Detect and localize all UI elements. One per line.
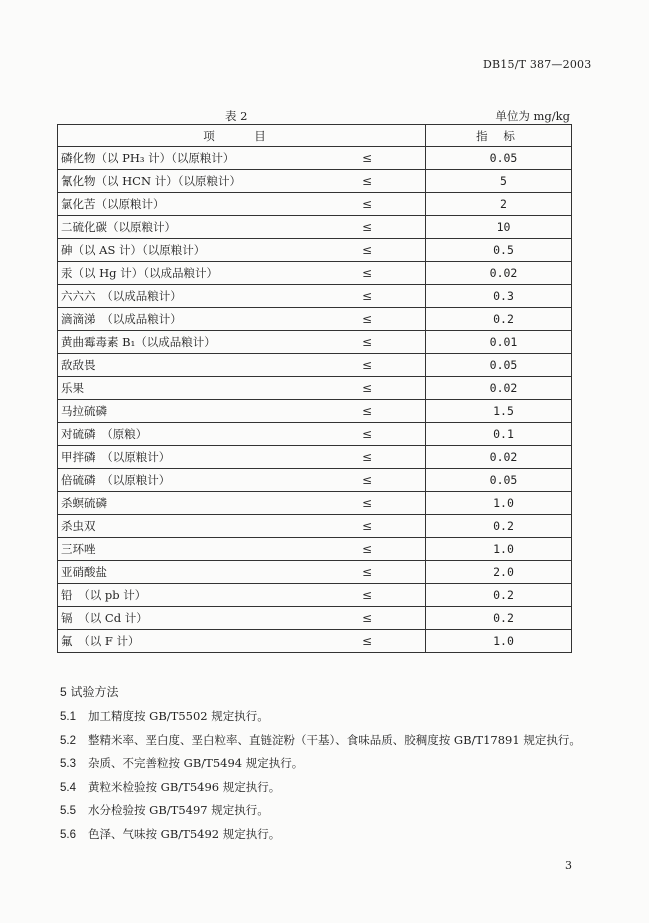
- item-label: 三环唑: [61, 542, 96, 556]
- limit-value: 0.5: [426, 239, 572, 262]
- limit-value: 0.02: [426, 446, 572, 469]
- less-equal-symbol: ≤: [362, 312, 373, 326]
- header-limit: 指 标: [426, 125, 572, 147]
- table-row: [58, 469, 572, 492]
- clause-list: [60, 708, 620, 850]
- table-row: [58, 285, 572, 308]
- less-equal-symbol: ≤: [362, 197, 373, 211]
- less-equal-symbol: ≤: [362, 473, 373, 487]
- clause-number: 5.4: [60, 781, 76, 794]
- less-equal-symbol: ≤: [362, 496, 373, 510]
- clause-item: [60, 732, 620, 756]
- item-label: 镉 （以 Cd 计）: [61, 611, 148, 625]
- item-cell: [58, 400, 426, 423]
- limit-value: 0.2: [426, 308, 572, 331]
- clause-item: [60, 802, 620, 826]
- table-row: [58, 170, 572, 193]
- limit-value: 0.3: [426, 285, 572, 308]
- clause-number: 5.3: [60, 758, 76, 771]
- section-heading: [60, 683, 119, 700]
- clause-number: 5.5: [60, 805, 76, 818]
- table-row: [58, 561, 572, 584]
- item-label: 马拉硫磷: [61, 404, 107, 418]
- item-label: 砷（以 AS 计）（以原粮计）: [61, 243, 206, 257]
- limit-value: 0.05: [426, 147, 572, 170]
- item-cell: [58, 515, 426, 538]
- table-title: 表 2: [225, 109, 248, 123]
- table-row: [58, 584, 572, 607]
- item-label: 氟 （以 F 计）: [61, 634, 140, 648]
- less-equal-symbol: ≤: [362, 174, 373, 188]
- item-label: 乐果: [61, 381, 84, 395]
- less-equal-symbol: ≤: [362, 220, 373, 234]
- clause-item: [60, 755, 620, 779]
- clause-text: 水分检验按 GB/T5497 规定执行。: [88, 803, 269, 818]
- item-label: 二硫化碳（以原粮计）: [61, 220, 176, 234]
- table-caption: [57, 108, 570, 124]
- item-cell: [58, 446, 426, 469]
- item-cell: [58, 377, 426, 400]
- limit-value: 1.0: [426, 538, 572, 561]
- limit-value: 10: [426, 216, 572, 239]
- clause-text: 加工精度按 GB/T5502 规定执行。: [88, 709, 269, 723]
- limit-value: 2: [426, 193, 572, 216]
- less-equal-symbol: ≤: [362, 519, 373, 533]
- header-item: 项 目: [58, 125, 426, 147]
- limit-value: 0.02: [426, 377, 572, 400]
- less-equal-symbol: ≤: [362, 611, 373, 625]
- item-label: 杀虫双: [61, 519, 96, 533]
- item-label: 铅 （以 pb 计）: [61, 588, 147, 602]
- section-number: 5: [60, 685, 67, 699]
- item-label: 对硫磷 （原粮）: [61, 427, 148, 441]
- less-equal-symbol: ≤: [362, 381, 373, 395]
- item-cell: [58, 423, 426, 446]
- limit-value: 0.1: [426, 423, 572, 446]
- table-row: [58, 308, 572, 331]
- table-row: [58, 216, 572, 239]
- item-label: 杀螟硫磷: [61, 496, 107, 510]
- clause-text: 黄粒米检验按 GB/T5496 规定执行。: [88, 779, 281, 794]
- item-cell: [58, 354, 426, 377]
- limit-value: 0.2: [426, 515, 572, 538]
- table-header-row: [58, 125, 572, 147]
- item-label: 甲拌磷 （以原粮计）: [61, 450, 171, 464]
- clause-item: [60, 708, 620, 732]
- limit-value: 1.0: [426, 630, 572, 653]
- table-row: [58, 423, 572, 446]
- table-unit: 单位为 mg/kg: [495, 109, 570, 123]
- table-row: [58, 400, 572, 423]
- limit-value: 0.2: [426, 584, 572, 607]
- table-row: [58, 262, 572, 285]
- item-cell: [58, 607, 426, 630]
- limits-table: [57, 124, 572, 653]
- clause-item: [60, 779, 620, 803]
- item-cell: [58, 308, 426, 331]
- less-equal-symbol: ≤: [362, 243, 373, 257]
- item-cell: [58, 216, 426, 239]
- item-label: 氰化物（以 HCN 计）（以原粮计）: [61, 174, 241, 188]
- item-cell: [58, 285, 426, 308]
- less-equal-symbol: ≤: [362, 289, 373, 303]
- page-number: 3: [565, 859, 572, 872]
- item-cell: [58, 147, 426, 170]
- table-row: [58, 515, 572, 538]
- limit-value: 0.05: [426, 354, 572, 377]
- item-label: 滴滴涕 （以成品粮计）: [61, 312, 182, 326]
- less-equal-symbol: ≤: [362, 450, 373, 464]
- table-row: [58, 331, 572, 354]
- less-equal-symbol: ≤: [362, 542, 373, 556]
- limit-value: 1.5: [426, 400, 572, 423]
- item-cell: [58, 584, 426, 607]
- table-row: [58, 377, 572, 400]
- limit-value: 0.05: [426, 469, 572, 492]
- document-code: DB15/T 387—2003: [483, 58, 592, 71]
- limit-value: 0.02: [426, 262, 572, 285]
- less-equal-symbol: ≤: [362, 427, 373, 441]
- item-label: 敌敌畏: [61, 358, 96, 372]
- item-cell: [58, 561, 426, 584]
- table-row: [58, 446, 572, 469]
- less-equal-symbol: ≤: [362, 358, 373, 372]
- less-equal-symbol: ≤: [362, 404, 373, 418]
- clause-number: 5.6: [60, 828, 76, 841]
- limit-value: 1.0: [426, 492, 572, 515]
- item-cell: [58, 469, 426, 492]
- item-label: 黄曲霉毒素 B₁（以成品粮计）: [61, 335, 216, 349]
- section-title: 试验方法: [70, 685, 119, 699]
- clause-item: [60, 826, 620, 850]
- table-row: [58, 538, 572, 561]
- item-cell: [58, 262, 426, 285]
- item-cell: [58, 331, 426, 354]
- item-cell: [58, 538, 426, 561]
- table-row: [58, 239, 572, 262]
- clause-text: 色泽、气味按 GB/T5492 规定执行。: [88, 826, 281, 841]
- item-cell: [58, 492, 426, 515]
- item-label: 氯化苦（以原粮计）: [61, 197, 165, 211]
- item-label: 磷化物（以 PH₃ 计）（以原粮计）: [61, 151, 235, 165]
- clause-number: 5.2: [60, 734, 76, 747]
- item-cell: [58, 239, 426, 262]
- less-equal-symbol: ≤: [362, 151, 373, 165]
- table-row: [58, 193, 572, 216]
- less-equal-symbol: ≤: [362, 588, 373, 602]
- item-label: 汞（以 Hg 计）（以成品粮计）: [61, 266, 218, 280]
- limit-value: 0.2: [426, 607, 572, 630]
- item-label: 倍硫磷 （以原粮计）: [61, 473, 171, 487]
- less-equal-symbol: ≤: [362, 634, 373, 648]
- clause-text: 杂质、不完善粒按 GB/T5494 规定执行。: [88, 756, 304, 771]
- clause-number: 5.1: [60, 711, 76, 723]
- item-cell: [58, 630, 426, 653]
- table-body: [58, 147, 572, 653]
- table-row: [58, 354, 572, 377]
- table-row: [58, 492, 572, 515]
- table-row: [58, 147, 572, 170]
- clause-text: 整精米率、垩白度、垩白粒率、直链淀粉（干基）、食味品质、胶稠度按 GB/T17891 规定执行。: [88, 732, 581, 747]
- item-cell: [58, 193, 426, 216]
- less-equal-symbol: ≤: [362, 565, 373, 579]
- less-equal-symbol: ≤: [362, 335, 373, 349]
- table-row: [58, 607, 572, 630]
- limit-value: 0.01: [426, 331, 572, 354]
- item-cell: [58, 170, 426, 193]
- limit-value: 2.0: [426, 561, 572, 584]
- item-label: 六六六 （以成品粮计）: [61, 289, 182, 303]
- less-equal-symbol: ≤: [362, 266, 373, 280]
- table-row: [58, 630, 572, 653]
- item-label: 亚硝酸盐: [61, 565, 107, 579]
- limit-value: 5: [426, 170, 572, 193]
